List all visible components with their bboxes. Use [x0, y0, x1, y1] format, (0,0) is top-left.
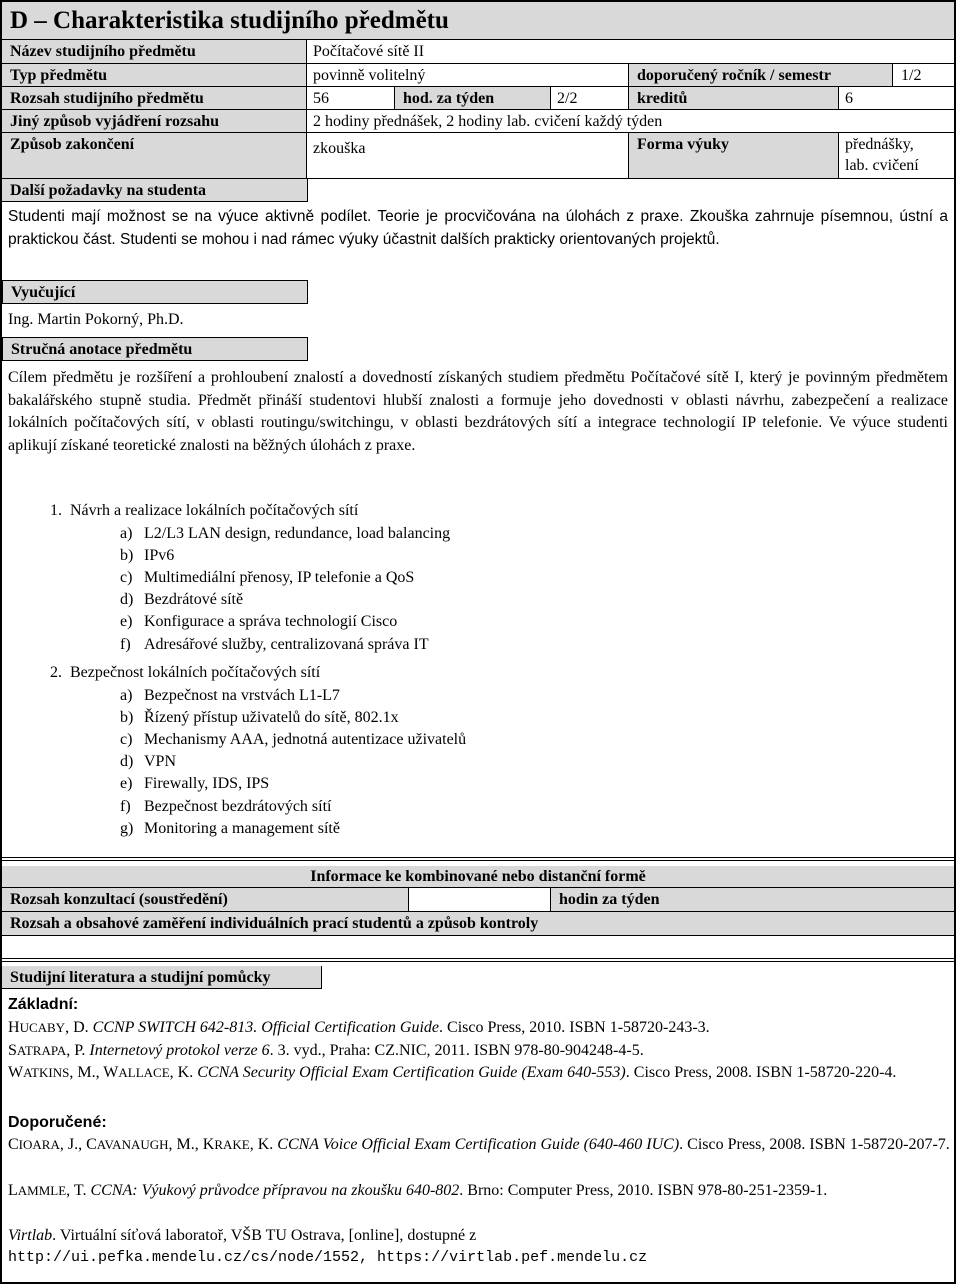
- list-item: f) Adresářové služby, centralizovaná správa IT: [120, 636, 429, 653]
- topic-1: [50, 500, 358, 522]
- nazev-value: Počítačové sítě II: [306, 40, 954, 64]
- list-item: e) Konfigurace a správa technologií Cisco: [120, 613, 398, 630]
- kredity-label: kreditů: [628, 87, 838, 110]
- list-item: g) Monitoring a management sítě: [120, 820, 340, 837]
- list-item: e) Firewally, IDS, IPS: [120, 775, 270, 792]
- reference-6: Virtlab. Virtuální síťová laboratoř, VŠB TU Ostrava, [online], dostupné z: [8, 1227, 477, 1244]
- topic-2: [50, 662, 320, 684]
- list-item: a) L2/L3 LAN design, redundance, load balancing: [120, 525, 451, 542]
- forma-label: Forma výuky: [628, 133, 838, 179]
- zakonceni-value: zkouška: [306, 133, 628, 179]
- pozadavky-label: Další požadavky na studenta: [2, 178, 308, 202]
- pozadavky-text: Studenti mají možnost se na výuce aktivně podílet. Teorie je procvičována na úlohách z praxe. Zkouška zahrnuje písemnou, ústní a praktickou část. Studenti se mohou i nad rámec výuky účastnit dalších prakticky orientovaných projektů.: [8, 208, 948, 248]
- konzultace-value: [408, 888, 550, 912]
- list-item: d) VPN: [120, 753, 177, 770]
- reference-2: SATRAPA, P. Internetový protokol verze 6. 3. vyd., Praha: CZ.NIC, 2011. ISBN 978-80-904248-4-5.: [8, 1042, 644, 1059]
- kombinovana-header: Informace ke kombinované nebo distanční formě: [2, 866, 954, 888]
- list-item: c) Multimediální přenosy, IP telefonie a QoS: [120, 569, 415, 586]
- nazev-label: Název studijního předmětu: [2, 40, 306, 64]
- reference-5: LAMMLE, T. CCNA: Výukový průvodce přípravou na zkoušku 640-802. Brno: Computer Press, 2010. ISBN 978-80-251-2359-1.: [8, 1182, 828, 1199]
- reference-urls: http://ui.pefka.mendelu.cz/cs/node/1552, https://virtlab.pef.mendelu.cz: [8, 1249, 648, 1266]
- topic-number: 1.: [50, 502, 62, 519]
- jiny-label: Jiný způsob vyjádření rozsahu: [2, 110, 306, 133]
- list-item: b) Řízený přístup uživatelů do sítě, 802.1x: [120, 709, 399, 726]
- double-divider: [2, 958, 954, 962]
- divider: [308, 178, 954, 179]
- doporucene-heading: Doporučené:: [8, 1114, 107, 1131]
- zakonceni-label: Způsob zakončení: [2, 133, 306, 179]
- list-item: d) Bezdrátové sítě: [120, 591, 244, 608]
- rocnik-label: doporučený ročník / semestr: [628, 64, 892, 87]
- forma-value-line2: lab. cvičení: [845, 157, 919, 174]
- hodin-label: hodin za týden: [550, 888, 954, 912]
- typ-label: Typ předmětu: [2, 64, 306, 87]
- konzultace-label: Rozsah konzultací (soustředění): [2, 888, 408, 912]
- rozsah-value: 56: [306, 87, 394, 110]
- double-divider: [2, 857, 954, 861]
- page-title: D – Charakteristika studijního předmětu: [2, 2, 954, 40]
- hod-label: hod. za týden: [394, 87, 550, 110]
- topic-title: Návrh a realizace lokálních počítačových sítí: [70, 502, 359, 519]
- rocnik-value: 1/2: [892, 64, 954, 87]
- forma-value: [838, 133, 954, 179]
- list-item: c) Mechanismy AAA, jednotná autentizace uživatelů: [120, 731, 467, 748]
- topic-number: 2.: [50, 664, 62, 681]
- typ-value: povinně volitelný: [306, 64, 628, 87]
- reference-4: CIOARA, J., CAVANAUGH, M., KRAKE, K. CCNA Voice Official Exam Certification Guide (640-460 IUC). Cisco Press, 2008. ISBN 1-58720-207-7.: [8, 1136, 950, 1153]
- jiny-value: 2 hodiny přednášek, 2 hodiny lab. cvičení každý týden: [306, 110, 954, 133]
- zakladni-heading: Základní:: [8, 996, 79, 1013]
- hod-value: 2/2: [550, 87, 628, 110]
- prace-label: Rozsah a obsahové zaměření individuálních prací studentů a způsob kontroly: [2, 912, 954, 936]
- list-item: f) Bezpečnost bezdrátových sítí: [120, 798, 332, 815]
- forma-value-line1: přednášky,: [845, 136, 914, 153]
- reference-3: WATKINS, M., WALLACE, K. CCNA Security Official Exam Certification Guide (Exam 640-553). Cisco Press, 2008. ISBN 1-58720-220-4.: [8, 1064, 897, 1081]
- vyucujici-label: Vyučující: [2, 280, 308, 304]
- reference-1: HUCABY, D. CCNP SWITCH 642-813. Official Certification Guide. Cisco Press, 2010. ISBN 1-58720-243-3.: [8, 1019, 710, 1036]
- anotace-text: Cílem předmětu je rozšíření a prohloubení znalostí a dovedností získaných studiem předmětu Počítačové sítě I, který je povinným předmětem bakalářského stupně studia. Předmět přináší studentovi hlubší znalosti a formuje jeho dovednosti v oblasti návrhu, zabezpečení a realizace lokálních počítačových sítí, v oblasti routingu/switchingu, v oblasti bezdrátových sítí a integrace technologií IP telefonie. Ve výuce studenti aplikují získané teoretické znalosti na běžných úlohách z praxe.: [8, 369, 948, 454]
- vyucujici-value: Ing. Martin Pokorný, Ph.D.: [8, 311, 184, 328]
- list-item: a) Bezpečnost na vrstvách L1-L7: [120, 687, 340, 704]
- literatura-header: Studijní literatura a studijní pomůcky: [2, 966, 322, 989]
- rozsah-label: Rozsah studijního předmětu: [2, 87, 306, 110]
- topic-title: Bezpečnost lokálních počítačových sítí: [70, 664, 321, 681]
- list-item: b) IPv6: [120, 547, 175, 564]
- anotace-label: Stručná anotace předmětu: [2, 337, 308, 361]
- kredity-value: 6: [838, 87, 954, 110]
